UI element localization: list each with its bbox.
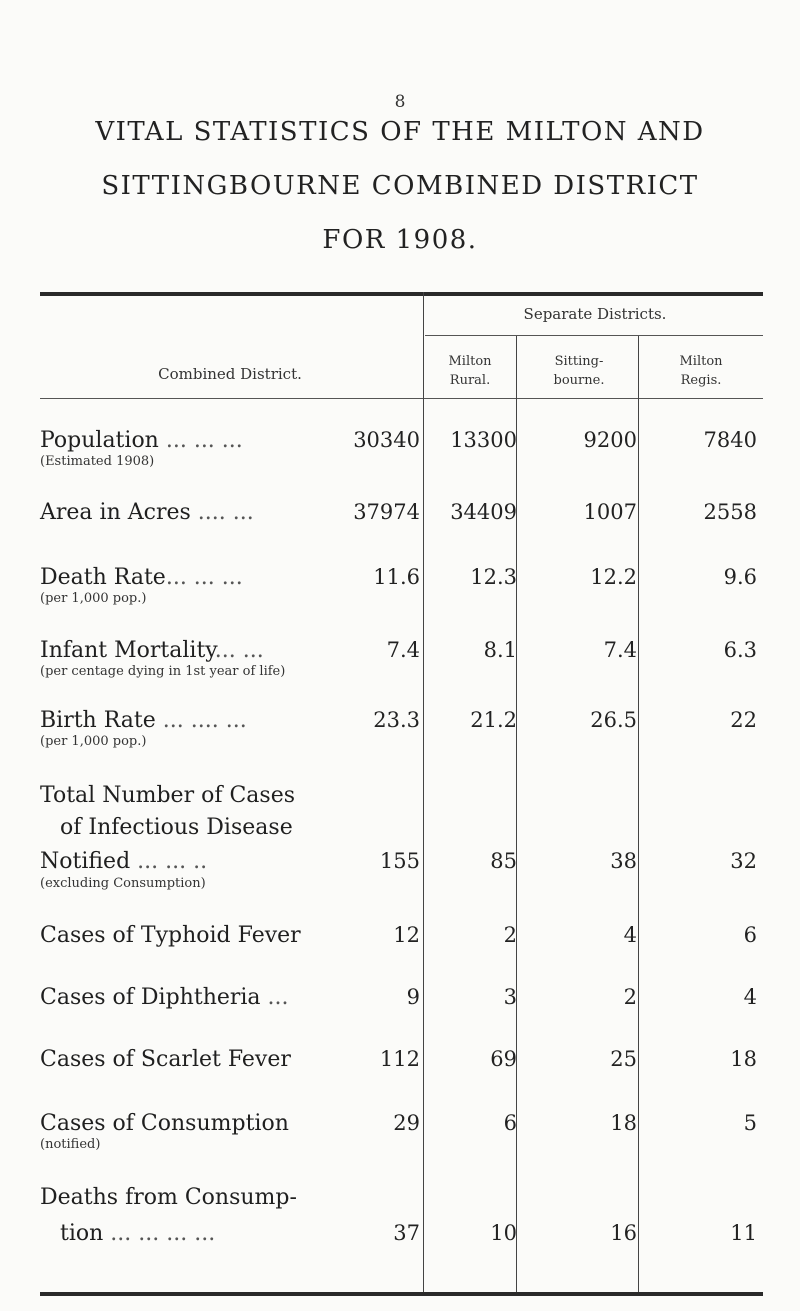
title-line-2: SITTINGBOURNE COMBINED DISTRICT xyxy=(101,171,699,201)
header-milton-regis: Milton Regis. xyxy=(679,354,723,388)
title-line-3: FOR 1908. xyxy=(322,225,478,255)
header-rule xyxy=(40,398,763,399)
header-combined: Combined District. xyxy=(158,365,302,383)
header-separate: Separate Districts. xyxy=(523,305,667,323)
title-line-1: VITAL STATISTICS OF THE MILTON AND xyxy=(95,117,705,147)
bottom-rule xyxy=(40,1292,763,1296)
col-divider-2 xyxy=(516,336,517,1296)
top-rule xyxy=(40,292,763,296)
header-milton-rural: Milton Rural. xyxy=(448,354,492,388)
page-number: 8 xyxy=(394,92,406,112)
col-divider-3 xyxy=(638,336,639,1296)
header-sittingbourne: Sitting- bourne. xyxy=(553,354,605,388)
separate-underline xyxy=(425,335,763,336)
